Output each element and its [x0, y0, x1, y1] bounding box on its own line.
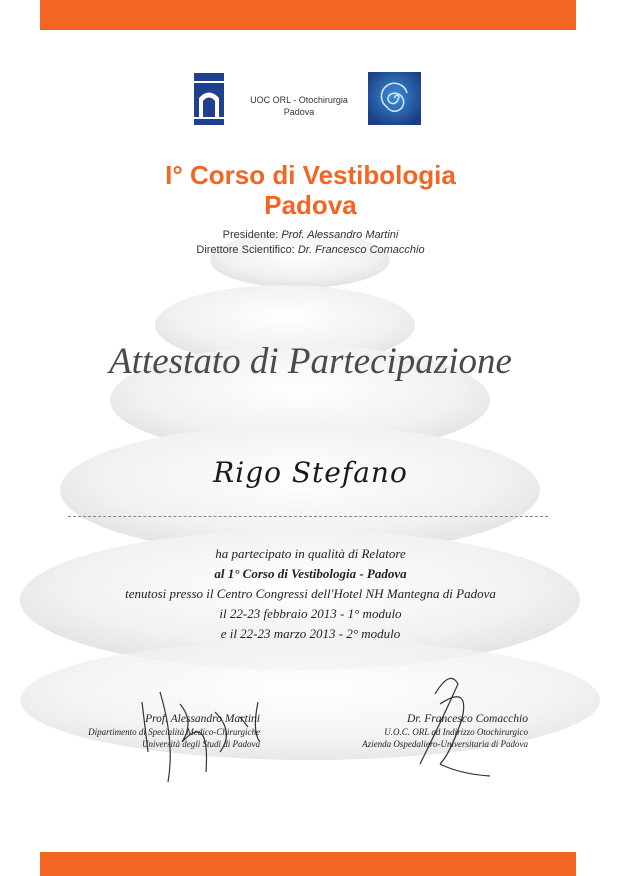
- body-line-venue: tenutosi presso il Centro Congressi dell'Hotel NH Mantegna di Padova: [125, 586, 496, 601]
- azienda-ospedaliera-logo: [192, 72, 226, 126]
- top-orange-band: [40, 0, 576, 30]
- recipient-name: Rigo Stefano: [213, 456, 408, 489]
- body-line-module2: e il 22-23 marzo 2013 - 2° modulo: [220, 626, 401, 641]
- right-signatory-role2: Azienda Ospedaliero-Universitaria di Padova: [362, 739, 528, 749]
- director-label: Direttore Scientifico:: [196, 244, 298, 256]
- spiral-logo: [368, 72, 421, 125]
- bottom-orange-band: [40, 852, 576, 876]
- right-signature-block: [330, 712, 528, 750]
- course-staff: [0, 228, 621, 258]
- president-line: [0, 228, 621, 243]
- body-line-role: ha partecipato in qualità di Relatore: [215, 546, 406, 561]
- department-block: [236, 94, 362, 118]
- right-signatory-name: Dr. Francesco Comacchio: [406, 713, 528, 725]
- certificate-body: [0, 544, 621, 644]
- body-line-course: al 1° Corso di Vestibologia - Padova: [214, 566, 407, 581]
- course-title: [0, 160, 621, 220]
- president-label: Presidente:: [222, 229, 282, 241]
- course-title-line1: I° Corso di Vestibologia: [165, 160, 456, 190]
- body-line-module1: il 22-23 febbraio 2013 - 1° modulo: [219, 606, 402, 621]
- left-signatory-name: Prof. Alessandro Martini: [145, 713, 260, 725]
- president-name: Prof. Alessandro Martini: [281, 229, 399, 241]
- right-signatory-role1: U.O.C. ORL ad Indirizzo Otochirurgico: [384, 727, 528, 737]
- department-city: Padova: [283, 107, 315, 117]
- course-title-line2: Padova: [264, 190, 357, 220]
- director-line: [0, 243, 621, 258]
- name-underline: [68, 516, 548, 517]
- stones-background: [0, 230, 621, 790]
- certificate-title: Attestato di Partecipazione: [109, 341, 512, 382]
- left-signature-block: [60, 712, 260, 750]
- director-name: Dr. Francesco Comacchio: [297, 244, 425, 256]
- left-signatory-role2: Università degli Studi di Padova: [142, 739, 260, 749]
- left-signatory-role1: Dipartimento di Specialità Medico-Chirurgiche: [88, 727, 260, 737]
- department-name: UOC ORL - Otochirurgia: [250, 95, 348, 105]
